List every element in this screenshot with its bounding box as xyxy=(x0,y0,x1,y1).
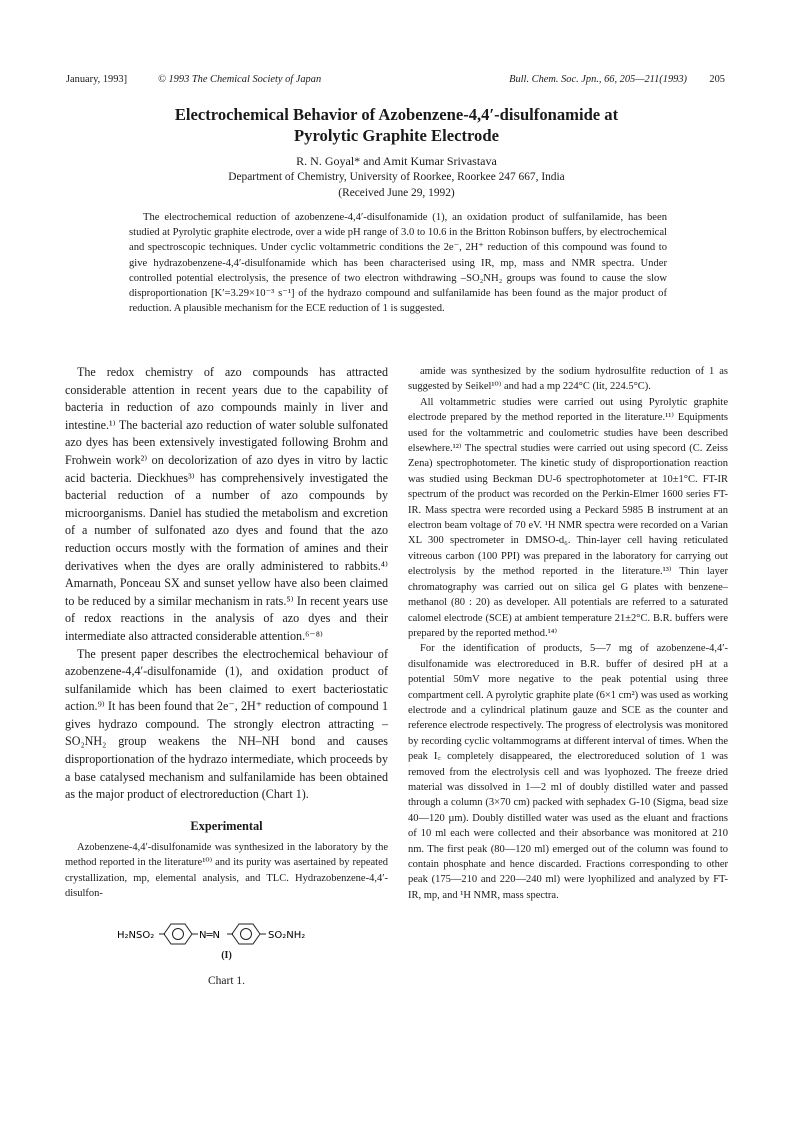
header-date: January, 1993] xyxy=(66,74,128,85)
formula-azo-group: N═N xyxy=(199,930,220,942)
compound-number: (I) xyxy=(221,950,232,962)
title-line-1: Electrochemical Behavior of Azobenzene-4,4′-disulfonamide at xyxy=(174,105,619,124)
experimental-paragraph-1: Azobenzene-4,4′-disulfonamide was synthesized in the laboratory by the method reported in the literature¹⁰⁾ and its purity was asertained by repeated crystallization, mp, elemental analysis, and TLC. Hydrazobenzene-4,4′-disulfon- xyxy=(65,841,388,900)
formula-left-group: H₂NSO₂ xyxy=(117,930,155,942)
intro-paragraph-2: The present paper describes the electrochemical behaviour of azobenzene-4,4′-disulfonamide (1), and oxidation product of sulfanilamide which has been claimed to exert bacteriostatic action.⁹⁾ It has been found that 2e⁻, 2H⁺ reduction of compound 1 gives hydrazo compound. The strongly electron attracting –SO₂NH₂ group weakens the NH–NH bond and causes disproportionation of the hydrazo intermediate, which proceeds by a base catalysed mechanism and sulfanilamide has been obtained as the major product of electroreduction (Chart 1). xyxy=(65,646,388,802)
authors: R. N. Goyal* and Amit Kumar Srivastava xyxy=(296,154,497,168)
received-date: (Received June 29, 1992) xyxy=(338,187,455,199)
azobenzene-structure-diagram xyxy=(75,919,375,949)
section-heading-experimental: Experimental xyxy=(190,818,263,833)
experimental-paragraph-4: For the identification of products, 5—7 mg of azobenzene-4,4′-disulfonamide was electroreduced in B.R. buffer of desired pH at a potential 50mV more negative to the peak potential using three compartment cell. A pyrolytic graphite plate (6×1 cm²) was used as working electrode and a cylindrical platinum gauze and SCE as the counter and reference electrode respectively. The progress of electrolysis was monitored by recording cyclic voltammograms at different interval of times. When the peak I꜀ completely disappeared, the electroreduced solution of 1 was removed from the electrolysis cell and was lyophozed. The freeze dried material was dissolved in 1—2 ml of doubly distilled water and passed through a column (3×70 cm) packed with sephadex G-10 (Sigma, bead size 40—120 µm). Doubly distilled water was used as the eluant and fractions of 10 ml each were collected and their absorbance was monitored at 210 nm. The first peak (80—120 ml) emerged out of the column was found to contain phosphate and hence discarded. Fractions corresponding to other peak (175—210 and 220—240 ml) were lyophilized and analyzed by FT-IR, mp, and ¹H NMR, mass spectra. xyxy=(408,643,728,901)
header-copyright: © 1993 The Chemical Society of Japan xyxy=(158,74,322,85)
left-column xyxy=(65,364,388,1005)
experimental-paragraph-2: amide was synthesized by the sodium hydrosulfite reduction of 1 as suggested by Seikel¹⁰⁾ and had a mp 224°C (lit, 224.5°C). xyxy=(408,366,728,393)
header-page-number: 205 xyxy=(709,74,725,85)
right-column xyxy=(408,364,728,903)
paper-title xyxy=(60,104,733,146)
formula-right-group: SO₂NH₂ xyxy=(268,930,306,942)
benzene-ring-left xyxy=(164,924,192,944)
running-header xyxy=(66,74,725,88)
intro-paragraph-1: The redox chemistry of azo compounds has attracted considerable attention in recent years due to the capability of bacteria in reduction of azo compounds mainly in liver and intestine.¹⁾ The bacterial azo reduction of water soluble sulfonated azo dyes has been extensively investigated following Brohm and Frohwein work²⁾ on decolorization of azo dyes in vitro by lactic acid bacteria. Dieckhues³⁾ has comprehensively investigated the bacterial reduction of a number of azo compounds by microorganisms. Daniel has studied the metabolism and excretion of a number of sulfonated azo dyes and found that the azo reduction occurs mostly with the formation of amines and their derivatives when the dyes are orally administered to rabbits.⁴⁾ Amarnath, Ponceau SX and sunset yellow have also been claimed to be reduced by a similar mechanism in rats.⁵⁾ In recent years use of redox reactions in the analysis of azo dyes and their intermediate also attracted considerable attention.⁶⁻⁸⁾ xyxy=(65,365,388,643)
abstract: The electrochemical reduction of azobenzene-4,4′-disulfonamide (1), an oxidation product of sulfanilamide, has been studied at Pyrolytic graphite electrode, over a wide pH range of 3.0 to 10.6 in the Britton Robinson buffers, by electrochemical and spectroscopic techniques. Under cyclic voltammetric conditions the 2e⁻, 2H⁺ reduction of this compound was found to give hydrazobenzene-4,4′-disulfonamide which has been characterised using IR, mp, mass and NMR spectra. Under controlled potential electrolysis, the presence of two electron withdrawing –SO₂NH₂ groups was found to cause the slow disproportionation [K′=3.29×10⁻³ s⁻¹] of the hydrazo compound and sulfanilamide has been found as the major product of reduction. A plausible mechanism for the ECE reduction of 1 is suggested. xyxy=(129,212,667,315)
header-journal: Bull. Chem. Soc. Jpn., 66, 205—211(1993) xyxy=(509,74,687,85)
chart-1-structure xyxy=(65,919,388,1005)
title-line-2: Pyrolytic Graphite Electrode xyxy=(294,126,499,145)
experimental-paragraph-3: All voltammetric studies were carried out using Pyrolytic graphite electrode prepared by the method reported in the literature.¹¹⁾ Equipments used for the voltammetric and coulometric studies have been described elsewhere.¹²⁾ The spectral studies were carried out using specord (C. Zeiss Zena) spectrophotometer. The kinetic study of disproportionation reaction was studied using Beckman DU-6 spectrophotometer at 10±1°C. FT-IR spectrum of the product was recorded on the Perkin-Elmer 1600 series FT-IR. Mass spectra were recorded using a Peckard 5985 B instrument at an electron beam voltage of 70 eV. ¹H NMR spectra were recorded on a Varian XL 300 spectrometer in DMSO-d₆. Thin-layer cell having reticulated vitreous carbon (100 PPI) was prepared in the laboratory for carrying out electrolysis by the method reported in the literature.¹³⁾ Thin layer chromatography was carried out on silica gel G plates with benzene–methanol (80 : 20) as developer. All potentials are referred to a saturated calomel electrode (SCE) at ambient temperature 21±2°C. B.R. buffers were prepared by the reported method.¹⁴⁾ xyxy=(408,396,728,639)
benzene-ring-right xyxy=(232,924,260,944)
affiliation: Department of Chemistry, University of Roorkee, Roorkee 247 667, India xyxy=(228,171,565,183)
chart-caption: Chart 1. xyxy=(207,975,246,988)
